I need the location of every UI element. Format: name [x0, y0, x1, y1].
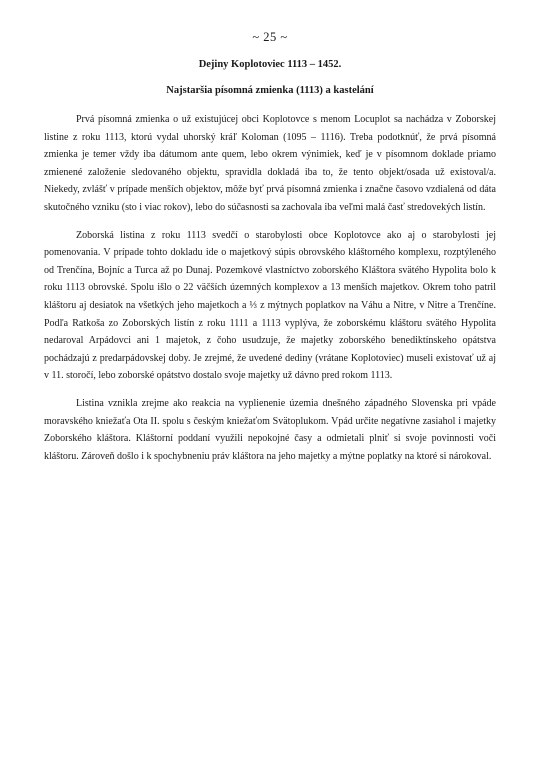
paragraph-first-mention: Prvá písomná zmienka o už existujúcej obci Koplotovce s menom Locuplot sa nachádza v Zoborskej listine z roku 1113, ktorú vydal uhorský kráľ Koloman (1095 – 1116). Treba podotknúť, že prvá písomná zmienka je temer vždy iba dátumom ante quem, lebo okrem výnimiek, keď je v písomnom doklade priamo zmienené založenie sledovaného objektu, spravidla dokladá iba to, že tento objekt/osada už existoval/a. Niekedy, zvlášť v prípade menších objektov, môže byť prvá písomná zmienka i značne časovo vzdialená od dáta skutočného vzniku (sto i viac rokov), lebo do súčasnosti sa zachovala iba veľmi malá časť stredovekých listín. [44, 114, 496, 213]
page-number: ~ 25 ~ [252, 30, 288, 44]
paragraph-charter-origin: Listina vznikla zrejme ako reakcia na vyplienenie územia dnešného západného Slovenska pri vpáde moravského kniežaťa Ota II. spolu s českým kniežaťom Svätoplukom. Vpád určite negatívne zasiahol i majetky Zoborského kláštora. Kláštorní poddaní využili nepokojné časy a odmietali plniť si svoje povinnosti voči kláštoru. Zároveň došlo i k spochybneniu práv kláštora na jeho majetky a mýtne poplatky na ktoré si nárokoval. [44, 397, 496, 462]
paragraph-zobor-charter: Zoborská listina z roku 1113 svedčí o starobylosti obce Koplotovce ako aj o starobylosti jej pomenovania. V prípade tohto dokladu ide o majetkový súpis obrovského kláštorného komplexu, rozptýleného od Trenčína, Bojníc a Turca až po Dunaj. Pozemkové vlastníctvo zoborského Kláštora svätého Hypolita bolo k roku 1113 obrovské. Spolu išlo o 22 väčších územných komplexov a 13 menších majetkov. Okrem toho patril kláštoru aj desiatok na všetkých jeho majetkoch a ⅓ z mýtnych poplatkov na Váhu a Nitre, v Nitre a Trenčíne. Podľa Ratkoša zo Zoborských listín z roku 1111 a 1113 vyplýva, že zoborskému kláštoru svätého Hypolita nedaroval Arpádovci ani 1 majetok, z čoho usudzuje, že majetky zoborského benediktínskeho opátstva pochádzajú z predarpádovskej doby. Je zrejmé, že uvedené dediny (vrátane Koplotoviec) museli existovať už aj v 11. storočí, lebo zoborské opátstvo dostalo svoje majetky už dávno pred rokom 1113. [44, 229, 496, 382]
section-heading: Najstaršia písomná zmienka (1113) a kastelání [166, 85, 374, 96]
page-title: Dejiny Koplotoviec 1113 – 1452. [198, 59, 342, 70]
